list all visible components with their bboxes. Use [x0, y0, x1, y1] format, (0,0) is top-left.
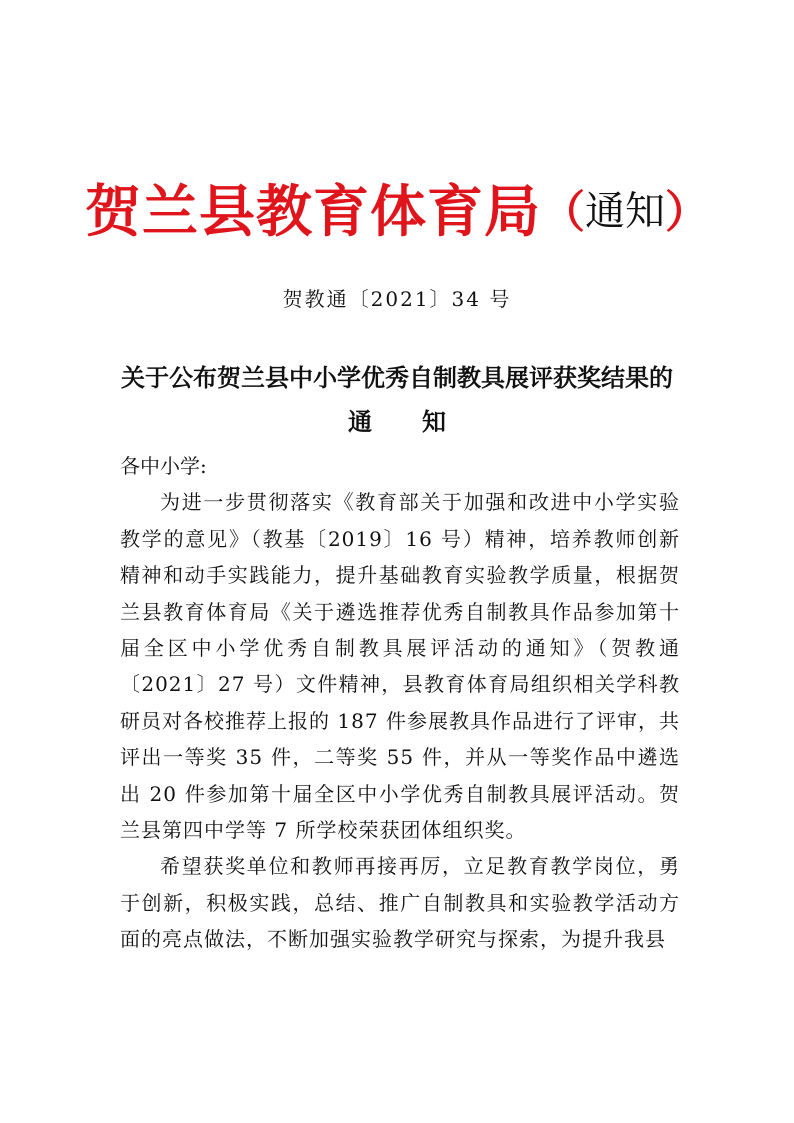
masthead-paren-close: ）: [665, 187, 709, 238]
masthead-org: 贺兰县教育体育局: [85, 179, 541, 245]
body-paragraph-1: 为进一步贯彻落实《教育部关于加强和改进中小学实验教学的意见》（教基〔2019〕16 号）精神，培养教师创新精神和动手实践能力，提升基础教育实验教学质量，根据贺兰县教育体育局《关于遴选推荐优秀自制教具作品参加第十届全区中小学优秀自制教具展评活动的通知》（贺教通〔2021〕27 号）文件精神，县教育体育局组织相关学科教研员对各校推荐上报的 187 件参展教具作品进行了评审，共评出一等奖 35 件，二等奖 55 件，并从一等奖作品中遴选出 20 件参加第十届全区中小学优秀自制教具展评活动。贺兰县第四中学等 7 所学校荣获团体组织奖。: [120, 490, 680, 843]
document-title: [0, 356, 794, 444]
salutation: 各中小学:: [120, 454, 207, 478]
title-line-2: 通知: [348, 407, 496, 436]
document-body: [120, 448, 680, 958]
masthead: [0, 168, 794, 248]
masthead-kind: 通知: [585, 188, 665, 235]
document-number: 贺教通〔2021〕34 号: [282, 287, 512, 311]
title-line-1: 关于公布贺兰县中小学优秀自制教具展评获奖结果的: [121, 363, 673, 392]
masthead-paren-open: （: [541, 187, 585, 238]
body-paragraph-2: 希望获奖单位和教师再接再厉，立足教育教学岗位，勇于创新，积极实践，总结、推广自制教具和实验教学活动方面的亮点做法，不断加强实验教学研究与探索，为提升我县: [120, 854, 680, 952]
